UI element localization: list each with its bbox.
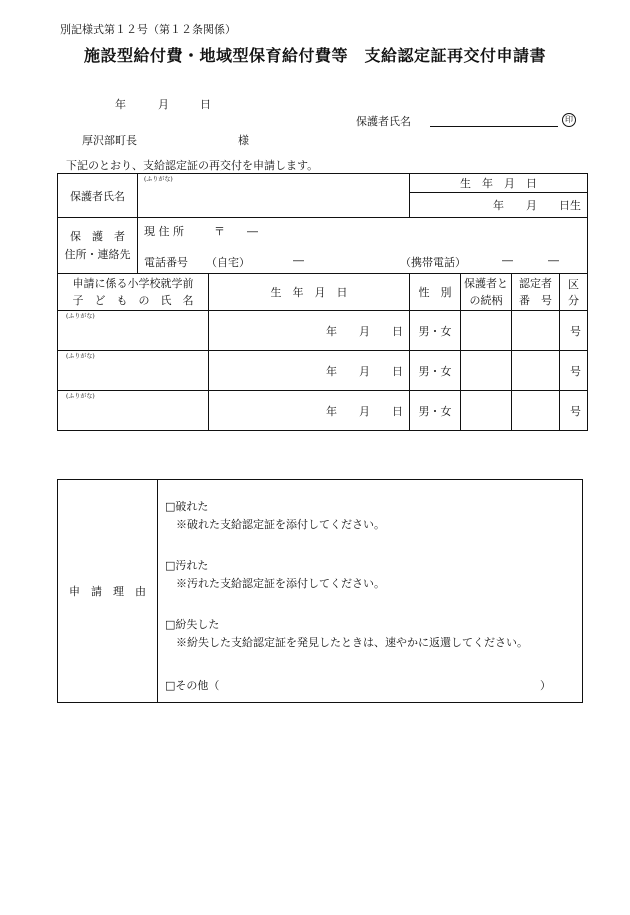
child-dob-header: 生 年 月 日 xyxy=(209,274,410,311)
guardian-name-field[interactable] xyxy=(138,174,410,218)
child-name-field[interactable]: (ふりがな) xyxy=(58,351,209,391)
child-cert-number-field[interactable] xyxy=(512,391,560,431)
mobile-phone-field-2[interactable]: ― xyxy=(548,254,559,267)
date-month-label: 月 xyxy=(158,98,169,111)
reason-other-close: ） xyxy=(540,679,551,692)
child-cert-number-field[interactable] xyxy=(512,351,560,391)
child-name-field[interactable]: (ふりがな) xyxy=(58,311,209,351)
reason-item xyxy=(165,677,582,691)
child-name-header: 申請に係る小学校就学前 子 ど も の 氏 名 xyxy=(58,274,209,311)
form-reference: 別記様式第１２号（第１２条関係） xyxy=(60,23,236,36)
honorific: 様 xyxy=(238,134,249,147)
guardian-name-label: 保護者氏名 xyxy=(58,174,138,218)
furigana-label: (ふりがな) xyxy=(144,176,173,183)
phone-label: 電話番号 xyxy=(144,256,188,269)
application-table xyxy=(57,173,591,431)
mobile-phone-label: （携帯電話） xyxy=(400,256,466,269)
guardian-contact-field[interactable] xyxy=(138,218,588,274)
child-cert-number-header: 認定者 番 号 xyxy=(512,274,560,311)
reason-options xyxy=(158,480,583,703)
child-class-header: 区 分 xyxy=(560,274,588,311)
date-year-label: 年 xyxy=(115,98,126,111)
seal-mark: 印 xyxy=(562,113,576,127)
reason-checkbox-lost[interactable]: □紛失した xyxy=(165,618,220,631)
addressee: 厚沢部町長 xyxy=(82,134,137,147)
reason-note: ※紛失した支給認定証を発見したときは、速やかに返還してください。 xyxy=(176,636,528,649)
reason-label: 申 請 理 由 xyxy=(58,480,158,703)
reason-note: ※破れた支給認定証を添付してください。 xyxy=(176,518,385,531)
table-row xyxy=(58,311,588,351)
table-row xyxy=(58,391,588,431)
child-relation-header: 保護者と の続柄 xyxy=(461,274,512,311)
child-class-field[interactable]: 号 xyxy=(560,391,588,431)
child-sex-field[interactable]: 男・女 xyxy=(410,311,461,351)
intro-text: 下記のとおり、支給認定証の再交付を申請します。 xyxy=(66,159,319,172)
child-sex-field[interactable]: 男・女 xyxy=(410,351,461,391)
reason-table xyxy=(57,479,583,703)
mobile-phone-field-1[interactable]: ― xyxy=(502,254,513,267)
child-name-field[interactable]: (ふりがな) xyxy=(58,391,209,431)
child-sex-field[interactable]: 男・女 xyxy=(410,391,461,431)
child-class-field[interactable]: 号 xyxy=(560,311,588,351)
guardian-dob-field[interactable]: 年 月 日生 xyxy=(410,193,588,218)
child-cert-number-field[interactable] xyxy=(512,311,560,351)
child-sex-header: 性 別 xyxy=(410,274,461,311)
reason-item xyxy=(165,559,582,590)
child-relation-field[interactable] xyxy=(461,391,512,431)
guardian-contact-label: 保 護 者 住所・連絡先 xyxy=(58,218,138,274)
child-relation-field[interactable] xyxy=(461,351,512,391)
guardian-signature-label: 保護者氏名 xyxy=(356,115,411,128)
address-label: 現 住 所 xyxy=(144,225,184,238)
date-day-label: 日 xyxy=(200,98,211,111)
table-row xyxy=(58,351,588,391)
child-dob-field[interactable]: 年 月 日 xyxy=(209,351,410,391)
reason-checkbox-torn[interactable]: □破れた xyxy=(165,500,209,513)
home-phone-field[interactable]: ― xyxy=(293,254,304,267)
page-title: 施設型給付費・地域型保育給付費等 支給認定証再交付申請書 xyxy=(83,46,546,65)
reason-checkbox-other[interactable]: □その他（ xyxy=(165,679,220,692)
reason-item xyxy=(165,618,582,649)
reason-item xyxy=(165,500,582,531)
guardian-dob-header: 生 年 月 日 xyxy=(410,174,588,193)
child-dob-field[interactable]: 年 月 日 xyxy=(209,311,410,351)
home-phone-label: （自宅） xyxy=(206,256,250,269)
reason-checkbox-dirty[interactable]: □汚れた xyxy=(165,559,209,572)
child-class-field[interactable]: 号 xyxy=(560,351,588,391)
child-dob-field[interactable]: 年 月 日 xyxy=(209,391,410,431)
guardian-signature-field[interactable] xyxy=(430,126,558,127)
child-relation-field[interactable] xyxy=(461,311,512,351)
postal-code-field[interactable]: 〒 ― xyxy=(214,225,258,238)
reason-note: ※汚れた支給認定証を添付してください。 xyxy=(176,577,385,590)
